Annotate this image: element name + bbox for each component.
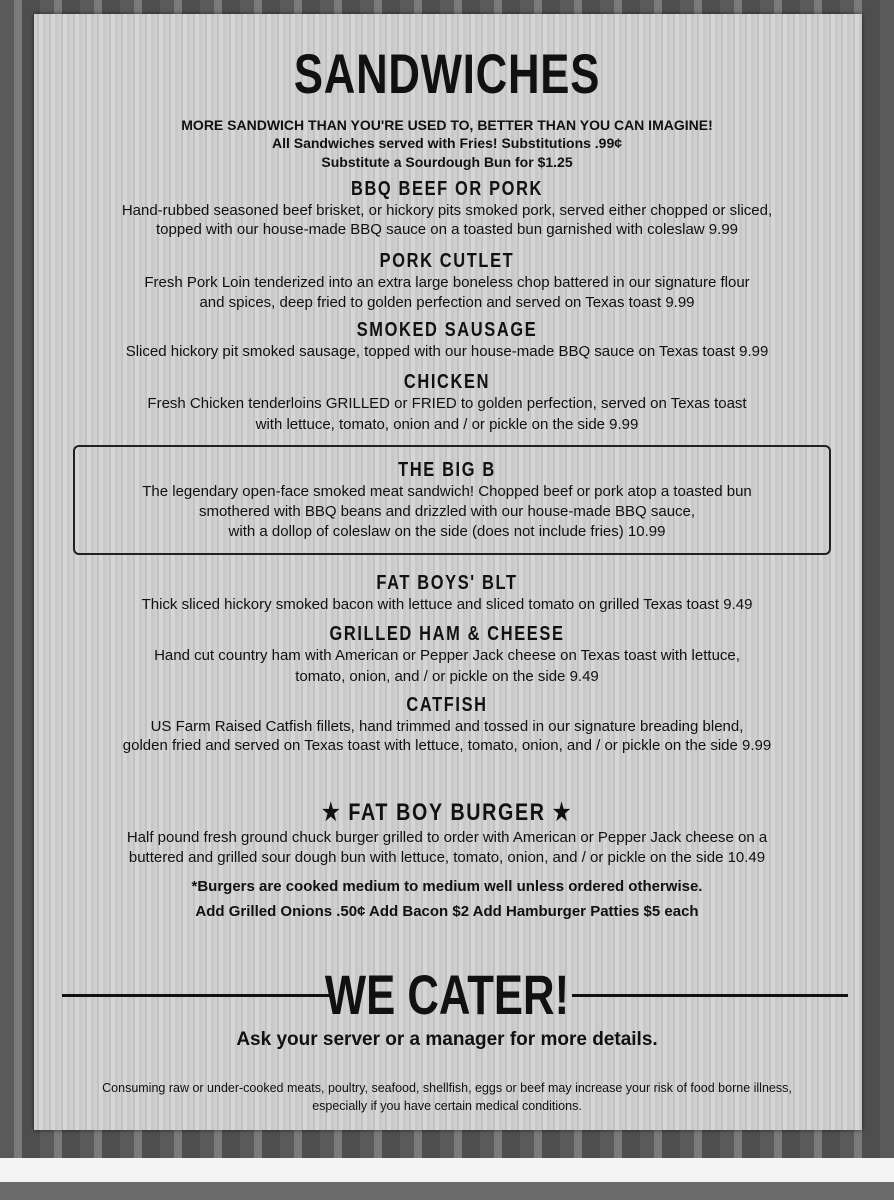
- intro-line: All Sandwiches served with Fries! Substitutions .99¢: [271, 135, 623, 151]
- item-desc: and spices, deep fried to golden perfection and served on Texas toast 9.99: [199, 294, 695, 311]
- item-name: SMOKED SAUSAGE: [356, 319, 538, 341]
- burger-note: *Burgers are cooked medium to medium well unless ordered otherwise.: [191, 878, 703, 895]
- item-desc: Fresh Pork Loin tenderized into an extra large boneless chop battered in our signature flour: [144, 274, 750, 291]
- item-name: FAT BOYS' BLT: [376, 572, 518, 594]
- item-desc: tomato, onion, and / or pickle on the side 9.49: [295, 668, 599, 685]
- item-name: THE BIG B: [398, 459, 496, 481]
- burger-addons: Add Grilled Onions .50¢ Add Bacon $2 Add Hamburger Patties $5 each: [195, 903, 699, 920]
- catering-text: Ask your server or a manager for more details.: [236, 1029, 658, 1050]
- item-name: GRILLED HAM & CHEESE: [329, 623, 565, 645]
- catering-title: WE CATER!: [324, 963, 570, 1026]
- item-desc: Fresh Chicken tenderloins GRILLED or FRIED to golden perfection, served on Texas toast: [147, 395, 747, 412]
- item-name-featured: ★ FAT BOY BURGER ★: [322, 799, 572, 826]
- item-desc: Thick sliced hickory smoked bacon with lettuce and sliced tomato on grilled Texas toast 9.49: [141, 596, 753, 613]
- item-name: PORK CUTLET: [379, 250, 515, 272]
- item-desc: smothered with BBQ beans and drizzled with our house-made BBQ sauce,: [198, 503, 696, 520]
- item-desc: Hand-rubbed seasoned beef brisket, or hickory pits smoked pork, served either chopped or sliced,: [121, 202, 773, 219]
- item-desc: with a dollop of coleslaw on the side (does not include fries) 10.99: [228, 523, 666, 540]
- item-desc: topped with our house-made BBQ sauce on a toasted bun garnished with coleslaw 9.99: [155, 221, 739, 238]
- item-desc: Sliced hickory pit smoked sausage, topped with our house-made BBQ sauce on Texas toast 9.99: [125, 343, 769, 360]
- item-desc: golden fried and served on Texas toast with lettuce, tomato, onion, and / or pickle on the side 9.99: [122, 737, 772, 754]
- item-name: CATFISH: [406, 694, 488, 716]
- intro-line: Substitute a Sourdough Bun for $1.25: [321, 154, 573, 170]
- item-desc: The legendary open-face smoked meat sandwich! Chopped beef or pork atop a toasted bun: [142, 483, 752, 500]
- item-name: BBQ BEEF OR PORK: [350, 178, 544, 200]
- item-name: CHICKEN: [403, 371, 491, 393]
- paper-edge: [0, 1158, 894, 1182]
- disclaimer: especially if you have certain medical conditions.: [312, 1099, 582, 1113]
- item-desc: Hand cut country ham with American or Pepper Jack cheese on Texas toast with lettuce,: [154, 647, 740, 664]
- intro-line: MORE SANDWICH THAN YOU'RE USED TO, BETTER THAN YOU CAN IMAGINE!: [181, 117, 713, 133]
- disclaimer: Consuming raw or under-cooked meats, poultry, seafood, shellfish, eggs or beef may increase your risk of food borne illness,: [102, 1081, 792, 1095]
- page-title: SANDWICHES: [293, 42, 601, 105]
- item-desc: US Farm Raised Catfish fillets, hand trimmed and tossed in our signature breading blend,: [150, 718, 744, 735]
- item-desc: with lettuce, tomato, onion and / or pickle on the side 9.99: [255, 416, 639, 433]
- item-desc: Half pound fresh ground chuck burger grilled to order with American or Pepper Jack cheese on a: [126, 829, 768, 846]
- table-surface: [0, 1182, 894, 1200]
- item-desc: buttered and grilled sour dough bun with lettuce, tomato, onion, and / or pickle on the side 10.49: [128, 849, 766, 866]
